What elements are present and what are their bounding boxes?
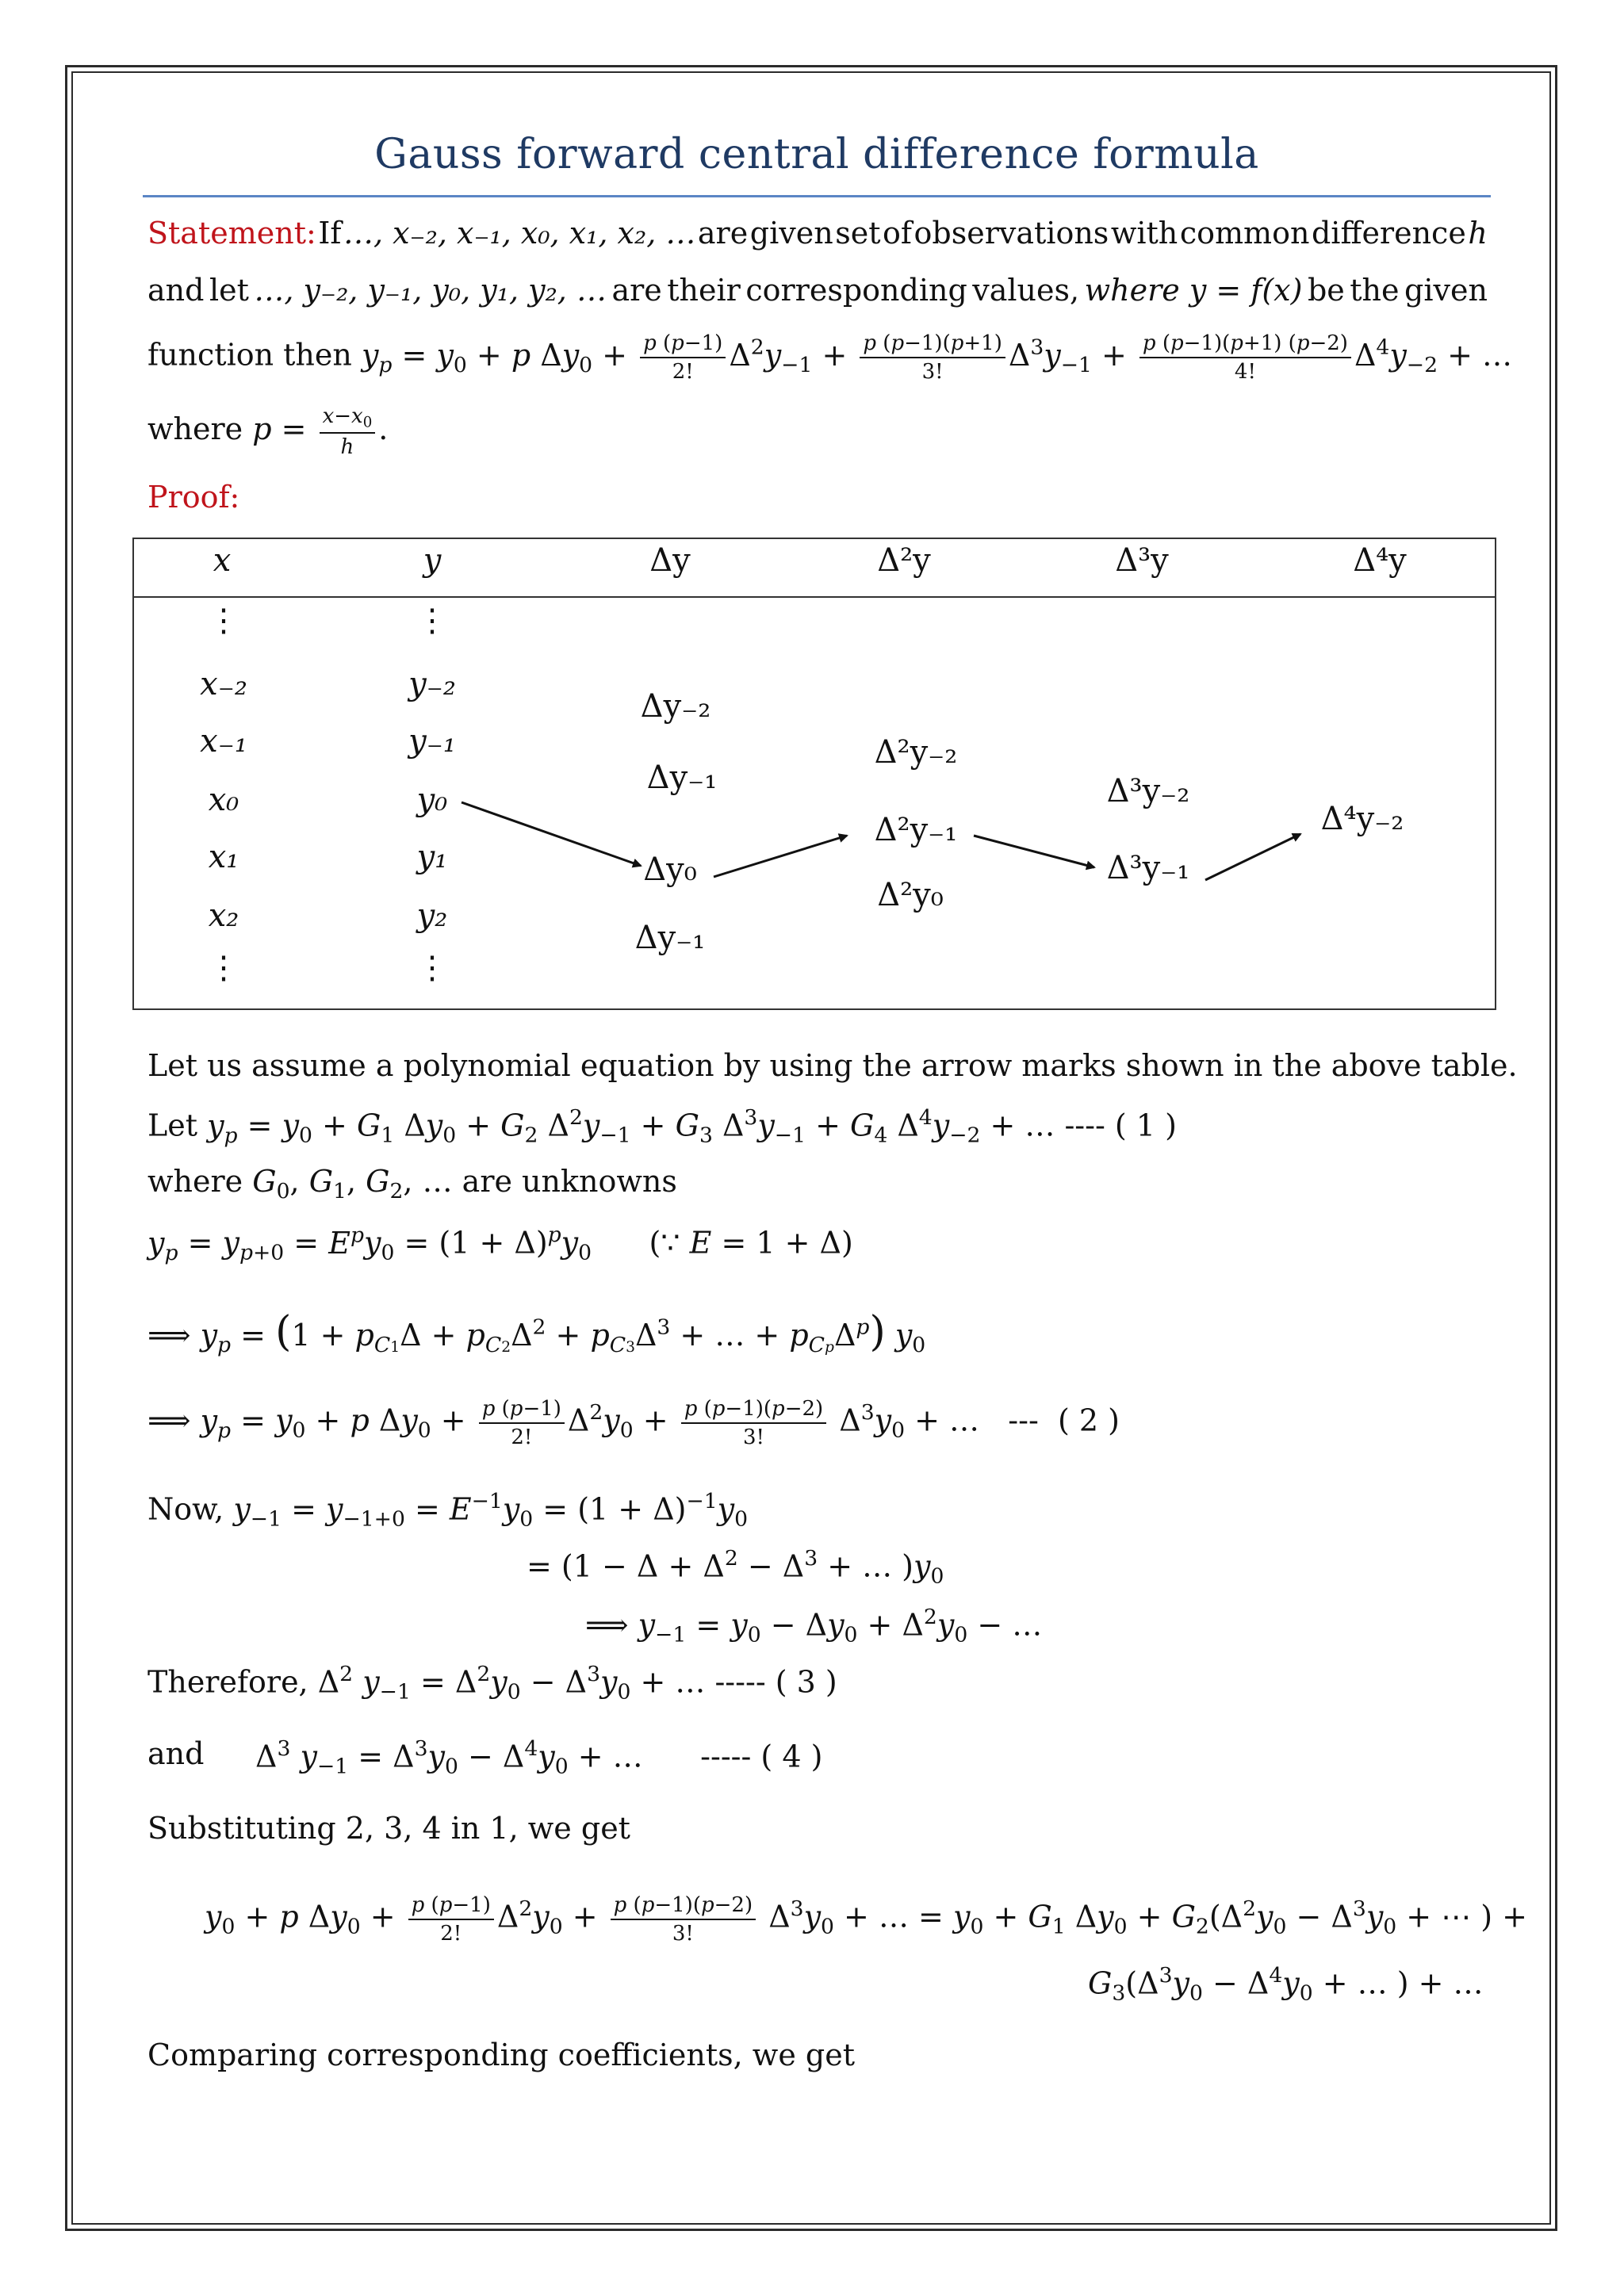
statement-word: common	[1179, 216, 1310, 251]
now-line-1: Now, $y_{-1} = y_{-1+0} = E^{-1}y_0 = (1 + \Delta)^{-1}y_0$	[147, 1489, 749, 1532]
table-cell-x: x₂	[208, 897, 239, 934]
statement-word: be	[1307, 273, 1345, 308]
statement-word: observations	[914, 216, 1109, 251]
table-cell-d3y: Δ³y₋₂	[1106, 773, 1190, 809]
statement-math: h	[1468, 216, 1488, 251]
table-header: y	[423, 542, 442, 579]
statement-word: If	[318, 216, 342, 251]
table-cell-d4y: Δ⁴y₋₂	[1320, 801, 1404, 837]
arrow-d2y-1-to-d3y-1	[974, 836, 1094, 867]
arrow-y0-to-dy0	[462, 802, 641, 866]
table-cell-d2y: Δ²y₀	[877, 877, 944, 913]
now-line-3: ⟹ $y_{-1} = y_0 - \Delta y_0 + \Delta^2y_0$ − …	[585, 1605, 1043, 1647]
statement-word: corresponding	[745, 273, 967, 308]
table-cell-dy: Δy₋₁	[634, 920, 706, 956]
table-cell-y: ⋮	[416, 950, 448, 986]
statement-word: of	[883, 216, 912, 251]
statement-word: difference	[1311, 216, 1466, 251]
binomial-expansion: ⟹ $y_p = (1 + p_{C1}\Delta + p_{C2}\Delta^2 + p_{C3}\Delta^3$ + … + $p_{Cp}\Delta^p$) $y_0$	[147, 1308, 926, 1357]
statement-word: are	[697, 216, 749, 251]
proof-label: Proof:	[147, 480, 240, 515]
table-cell-x: ⋮	[208, 950, 239, 986]
arrow-dy0-to-d2y-1	[714, 836, 847, 877]
statement-word: with	[1110, 216, 1178, 251]
table-header: Δy	[649, 542, 691, 579]
table-header: Δ⁴y	[1353, 542, 1407, 579]
table-cell-y: y₀	[416, 782, 448, 818]
table-cell-dy: Δy₋₁	[646, 760, 718, 796]
table-cell-y: ⋮	[416, 603, 448, 639]
statement-word: given	[749, 216, 833, 251]
equation-1: Let $y_p = y_0 + G_1$ $\Delta y_0 + G_2$ $\Delta^2y_{-1} + G_3$ $\Delta^3y_{-1} + G_4$ $\Delta^4y_{-2}$ + … ---- ( 1 )	[147, 1105, 1177, 1148]
statement-word: the	[1350, 273, 1400, 308]
table-cell-d2y: Δ²y₋₁	[874, 812, 958, 848]
table-cell-x: x₁	[208, 839, 239, 875]
statement-line-4: where p = $\frac{x-x_0}{h}$ .	[147, 404, 389, 460]
statement-word: their	[667, 273, 741, 308]
gauss-formula: $y_p = y_0 + p$ $\Delta y_0$ + $\frac{p (p-1)}{2!}$ $\Delta^2y_{-1}$ + $\frac{p (p-1)(p+1)}{3!}$ $\Delta^3y_{-1}$ + $\frac{p (p-1)(p+1) (p-2)}{4!}$ $\Delta^4y_{-2}$ + …	[361, 331, 1512, 384]
statement-word: function then	[147, 337, 352, 373]
substitution-text: Substituting 2, 3, 4 in 1, we get	[147, 1811, 630, 1846]
statement-word: values,	[972, 273, 1080, 308]
table-cell-x: x₋₁	[200, 723, 247, 760]
table-cell-y: y₋₂	[408, 666, 456, 702]
table-cell-x: ⋮	[208, 603, 239, 639]
statement-math: …, y₋₂, y₋₁, y₀, y₁, y₂, …	[254, 273, 607, 308]
table-cell-x: x₀	[208, 782, 239, 818]
equation-2: ⟹ $y_p = y_0 + p$ $\Delta y_0$ + $\frac{p (p-1)}{2!}$ $\Delta^2y_0$ + $\frac{p (p-1)(p-2)}{3!}$ $\Delta^3y_0$ + … --- ( 2 )	[147, 1397, 1120, 1449]
statement-word: let	[209, 273, 249, 308]
table-header: Δ³y	[1115, 542, 1169, 579]
table-cell-d3y: Δ³y₋₁	[1106, 850, 1190, 886]
table-cell-x: x₋₂	[200, 666, 247, 702]
now-line-2: = ($1 - \Delta + \Delta^2 - \Delta^3$ + … )$y_0$	[527, 1546, 944, 1589]
table-cell-dy: Δy₋₂	[640, 688, 711, 725]
substituted-equation-line-2: $G_3(\Delta^3y_0 - \Delta^4y_0$ + … ) + …	[1088, 1963, 1484, 2006]
table-cell-dy: Δy₀	[643, 851, 697, 888]
equation-4: $\Delta^3$ $y_{-1} = \Delta^3y_0 - \Delta^4y_0$ + … ----- ( 4 )	[255, 1736, 823, 1779]
statement-word: are	[611, 273, 662, 308]
statement-math: where y = f(x)	[1084, 273, 1303, 308]
substituted-equation-line-1: $y_0 + p$ $\Delta y_0$ + $\frac{p (p-1)}{2!}$ $\Delta^2y_0$ + $\frac{p (p-1)(p-2)}{3!}$ $\Delta^3y_0$ + … = $y_0 + G_1$ $\Delta y_0 + G_2(\Delta^2y_0 - \Delta^3y_0$ + ⋯ ) +	[205, 1893, 1528, 1946]
table-cell-d2y: Δ²y₋₂	[874, 734, 958, 771]
statement-word: given	[1404, 273, 1488, 308]
equation-3: Therefore, $\Delta^2$ $y_{-1} = \Delta^2y_0 - \Delta^3y_0$ + … ----- ( 3 )	[147, 1662, 837, 1705]
arrow-d3y-1-to-d4y-2	[1205, 834, 1300, 880]
table-cell-y: y₂	[416, 897, 448, 934]
assumption-text: Let us assume a polynomial equation by using the arrow marks shown in the above table.	[147, 1048, 1518, 1083]
statement-math: …, x₋₂, x₋₁, x₀, x₁, x₂, …	[343, 216, 696, 251]
table-header: x	[213, 542, 232, 579]
shift-operator-equation: $y_p = y_{p+0} = E^py_0 = (1 + \Delta)^py_0$ (∵ E = 1 + Δ)	[147, 1223, 853, 1265]
comparing-text: Comparing corresponding coefficients, we get	[147, 2038, 855, 2072]
equation-4-and: and	[147, 1736, 205, 1771]
table-cell-y: y₋₁	[408, 723, 456, 760]
page-title: Gauss forward central difference formula	[374, 131, 1259, 178]
unknowns-text: where $G_0$, $G_1$, $G_2$, … are unknowns	[147, 1164, 677, 1203]
table-header: Δ²y	[877, 542, 931, 579]
table-cell-y: y₁	[416, 839, 448, 875]
statement-word: set	[835, 216, 881, 251]
statement-word: and	[147, 273, 205, 308]
statement-label: Statement:	[147, 216, 316, 251]
